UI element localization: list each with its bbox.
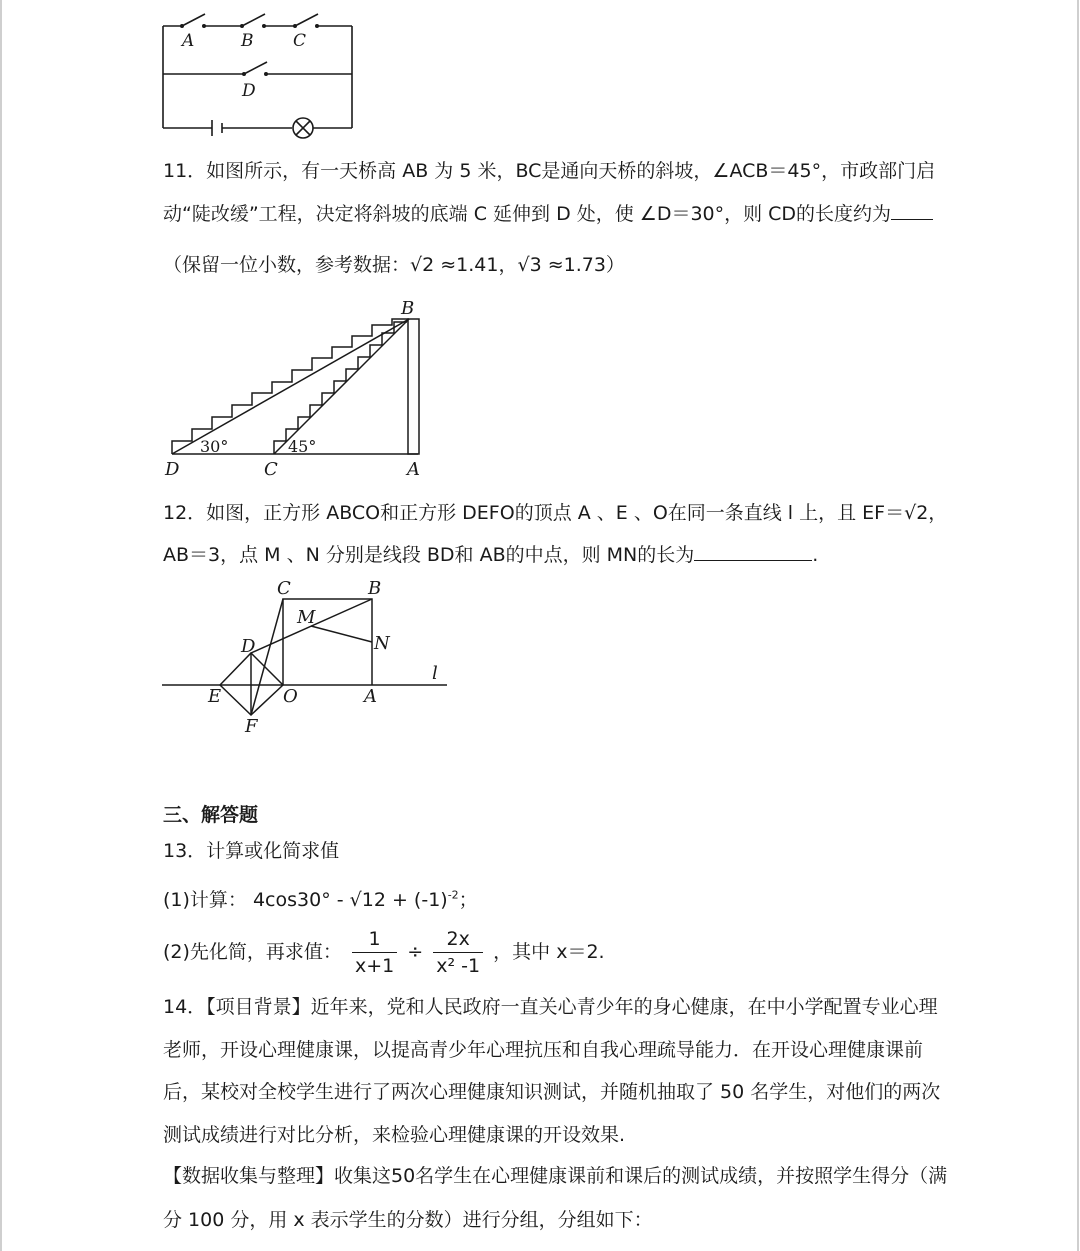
sq-label-o: O xyxy=(283,686,298,707)
stair-label-d: D xyxy=(165,459,180,480)
q13-division-sign: ÷ xyxy=(407,941,424,963)
q13-fraction-2 xyxy=(433,928,483,977)
page-left-edge xyxy=(0,0,2,1251)
q13-part1-exponent: -2 xyxy=(447,888,459,902)
squares-figure xyxy=(160,575,460,740)
q12-line2 xyxy=(163,540,818,567)
q13-part1-expr: 4cos30° - √12 + (-1) xyxy=(252,889,448,911)
sq-label-f: F xyxy=(245,716,258,737)
stair-label-c: C xyxy=(264,459,278,480)
stair-label-a: A xyxy=(407,459,420,480)
q12-line1: 12．如图，正方形 ABCO和正方形 DEFO的顶点 A 、E 、O在同一条直线 l 上，且 EF＝√2， xyxy=(163,502,948,524)
q13-frac1-numerator: 1 xyxy=(352,928,397,953)
sq-label-l: l xyxy=(432,663,438,684)
q13-part2-suffix: ，其中 x＝2. xyxy=(493,941,605,963)
q13-part2-prefix: (2)先化简，再求值： xyxy=(163,941,342,963)
switch-label-b: B xyxy=(241,31,254,51)
q13-part1-prefix: (1)计算： xyxy=(163,889,247,911)
q13-title: 13．计算或化简求值 xyxy=(163,840,340,862)
sq-label-c: C xyxy=(277,578,291,599)
page-right-edge xyxy=(1077,0,1079,1251)
sq-label-d: D xyxy=(241,636,256,657)
circuit-figure xyxy=(160,10,360,135)
stair-figure xyxy=(160,295,430,480)
q11-line2-text: 动“陡改缓”工程，决定将斜坡的底端 C 延伸到 D 处，使 ∠D＝30°，则 CD的长度约为 xyxy=(163,203,892,225)
q13-frac1-denominator: x+1 xyxy=(354,955,395,977)
q11-line3: （保留一位小数，参考数据：√2 ≈1.41，√3 ≈1.73） xyxy=(163,254,625,276)
sq-label-n: N xyxy=(374,633,390,654)
q12-answer-blank xyxy=(694,543,812,561)
q13-frac2-numerator: 2x xyxy=(433,928,483,953)
stair-label-b: B xyxy=(401,298,415,319)
q14-line3: 后，某校对全校学生进行了两次心理健康知识测试，并随机抽取了 50 名学生，对他们的两次 xyxy=(163,1081,941,1103)
q13-part1 xyxy=(163,885,478,912)
q14-line5: 【数据收集与整理】收集这50名学生在心理健康课前和课后的测试成绩，并按照学生得分（满 xyxy=(163,1165,948,1187)
sq-label-m: M xyxy=(297,607,316,628)
q13-part1-end: ； xyxy=(458,889,478,911)
q12-line2-text: AB＝3，点 M 、N 分别是线段 BD和 AB的中点，则 MN的长为 xyxy=(163,544,695,566)
sq-label-b: B xyxy=(368,578,382,599)
q14-line1: 14．【项目背景】近年来，党和人民政府一直关心青少年的身心健康，在中小学配置专业心理 xyxy=(163,996,938,1018)
q13-fraction-1 xyxy=(352,928,397,977)
sq-label-e: E xyxy=(208,686,222,707)
q12-line2-end: . xyxy=(812,544,819,566)
switch-label-a: A xyxy=(182,31,195,51)
q13-part2 xyxy=(163,928,605,977)
q13-frac2-denominator: x² -1 xyxy=(436,955,481,977)
q11-answer-blank xyxy=(891,202,933,220)
q11-line1: 11．如图所示，有一天桥高 AB 为 5 米，BC是通向天桥的斜坡，∠ACB＝45°，市政部门启 xyxy=(163,160,936,182)
q14-line6: 分 100 分，用 x 表示学生的分数）进行分组，分组如下： xyxy=(163,1209,653,1231)
switch-label-c: C xyxy=(293,31,307,51)
q14-line4: 测试成绩进行对比分析，来检验心理健康课的开设效果. xyxy=(163,1124,626,1146)
q14-line2: 老师，开设心理健康课，以提高青少年心理抗压和自我心理疏导能力．在开设心理健康课前 xyxy=(163,1039,924,1061)
switch-label-d: D xyxy=(242,81,256,101)
section-heading: 三、解答题 xyxy=(163,804,259,826)
angle-30-label: 30° xyxy=(200,437,229,456)
q11-line2 xyxy=(163,199,933,226)
angle-45-label: 45° xyxy=(288,437,317,456)
sq-label-a: A xyxy=(364,686,377,707)
